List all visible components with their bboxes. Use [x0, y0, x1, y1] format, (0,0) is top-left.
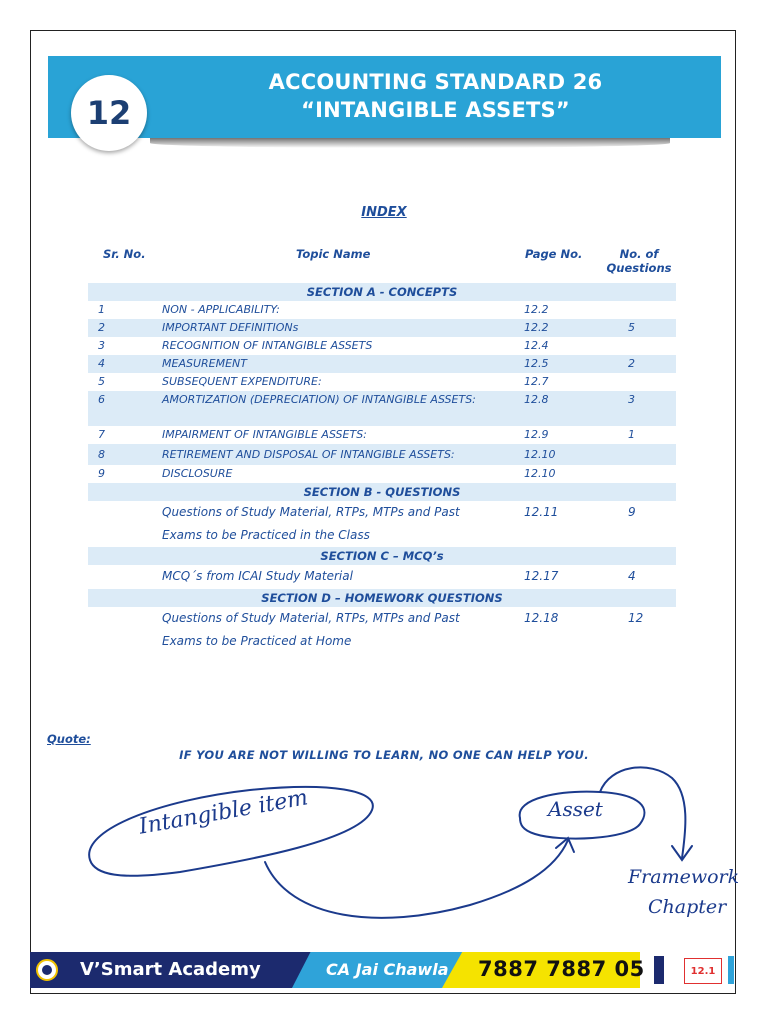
table-row: 7 IMPAIRMENT OF INTANGIBLE ASSETS: 12.9 1: [98, 428, 635, 441]
chapter-title-line1: ACCOUNTING STANDARD 26: [268, 70, 603, 94]
footer-edge-stripe: [728, 956, 734, 984]
table-row: 1 NON - APPLICABILITY: 12.2: [98, 303, 549, 316]
index-title: INDEX: [361, 205, 407, 220]
handwritten-intangible-item: Intangible item: [137, 785, 310, 840]
table-row: 2 IMPORTANT DEFINITIONs 12.2 5: [88, 319, 676, 337]
table-row: Questions of Study Material, RTPs, MTPs and Past Exams to be Practiced at Home 12.18 12: [162, 611, 644, 648]
loop-arrow: [600, 767, 685, 858]
col-header-questions: No. of Questions: [606, 247, 672, 275]
table-row: 6 AMORTIZATION (DEPRECIATION) OF INTANGIBLE ASSETS: 12.8 3: [88, 391, 676, 426]
handwritten-framework: Framework: [628, 866, 740, 888]
connector-curve: [265, 840, 568, 918]
chapter-title-line2: “INTANGIBLE ASSETS”: [301, 98, 570, 122]
footer-navy-stripe: [654, 956, 664, 984]
teacher-name: CA Jai Chawla: [326, 960, 449, 979]
col-header-topic: Topic Name: [296, 247, 371, 261]
table-row: 4 MEASUREMENT 12.5 2: [88, 355, 676, 373]
table-row: 8 RETIREMENT AND DISPOSAL OF INTANGIBLE ASSETS: 12.10: [88, 444, 676, 465]
section-a-heading: SECTION A - CONCEPTS: [88, 283, 676, 301]
quote-label: Quote:: [47, 732, 91, 746]
chapter-number-badge: 12: [71, 75, 147, 151]
academy-logo-icon: [36, 959, 58, 981]
table-row: MCQ´s from ICAI Study Material 12.17 4: [162, 569, 636, 583]
col-header-page: Page No.: [525, 247, 583, 261]
handwritten-asset: Asset: [548, 797, 603, 821]
col-header-sr: Sr. No.: [103, 247, 146, 261]
quote-text: IF YOU ARE NOT WILLING TO LEARN, NO ONE CAN HELP YOU.: [179, 748, 589, 762]
section-d-heading: SECTION D – HOMEWORK QUESTIONS: [88, 589, 676, 607]
handwritten-chapter: Chapter: [648, 896, 727, 918]
section-c-heading: SECTION C – MCQ’s: [88, 547, 676, 565]
table-row: 9 DISCLOSURE 12.10: [98, 467, 556, 480]
footer-bar: [30, 952, 736, 988]
phone-number: 7887 7887 05: [478, 957, 645, 981]
table-row: Questions of Study Material, RTPs, MTPs and Past Exams to be Practiced in the Class 12.11 9: [162, 505, 636, 542]
section-b-heading: SECTION B - QUESTIONS: [88, 483, 676, 501]
table-row: 3 RECOGNITION OF INTANGIBLE ASSETS 12.4: [98, 339, 549, 352]
academy-name: V’Smart Academy: [80, 959, 261, 980]
table-row: 5 SUBSEQUENT EXPENDITURE: 12.7: [98, 375, 549, 388]
page-number: 12.1: [684, 958, 722, 984]
